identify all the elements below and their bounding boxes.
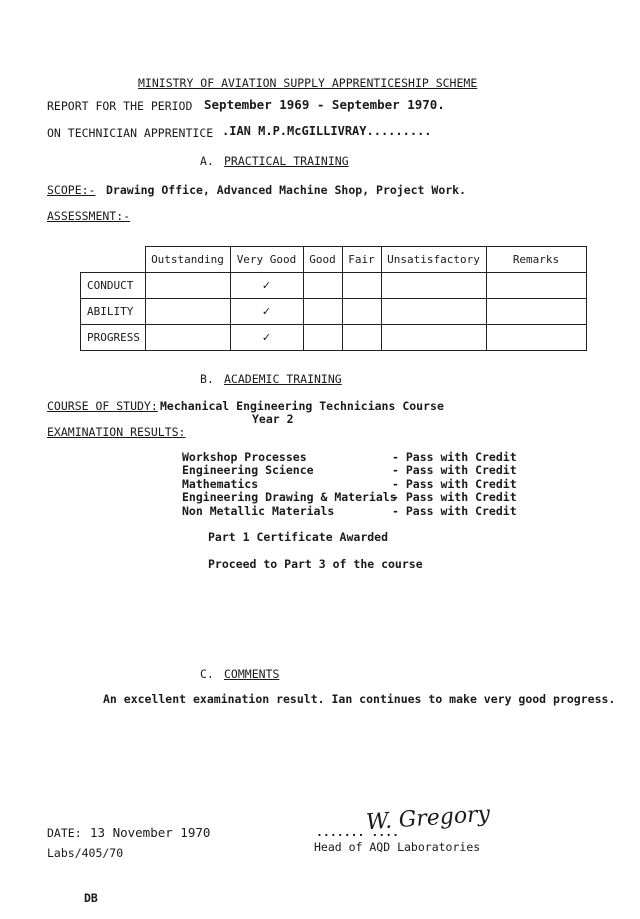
result-subject: Engineering Science	[182, 463, 314, 478]
cell-progress-good	[303, 325, 342, 351]
cell-progress-fair	[342, 325, 381, 351]
initials: DB	[84, 891, 98, 905]
cell-conduct-outstanding	[145, 273, 230, 299]
cell-conduct-fair	[342, 273, 381, 299]
certificate-awarded: Part 1 Certificate Awarded	[208, 530, 389, 544]
cell-ability-remarks	[486, 299, 586, 325]
cell-conduct-remarks	[486, 273, 586, 299]
date-value: 13 November 1970	[90, 825, 211, 840]
col-header-outstanding: Outstanding	[145, 247, 230, 273]
comment-text: An excellent examination result. Ian continues to make very good progress.	[103, 692, 616, 706]
section-b-title: ACADEMIC TRAINING	[224, 372, 342, 386]
col-header-very-good: Very Good	[230, 247, 303, 273]
apprentice-name: .IAN M.P.McGILLIVRAY.........	[222, 124, 432, 138]
proceed-note: Proceed to Part 3 of the course	[208, 557, 423, 571]
assessment-header-row	[81, 247, 587, 273]
cell-progress-unsatisfactory	[381, 325, 486, 351]
col-header-fair: Fair	[342, 247, 381, 273]
cell-progress-very-good: ✓	[230, 325, 303, 351]
scope-value: Drawing Office, Advanced Machine Shop, Project Work.	[106, 183, 467, 197]
result-grade: - Pass with Credit	[392, 476, 517, 491]
result-subject: Non Metallic Materials	[182, 503, 335, 518]
date-label: DATE:	[47, 826, 82, 840]
assessment-corner-cell	[81, 247, 146, 273]
section-c-title: COMMENTS	[224, 667, 280, 681]
assessment-row-ability	[81, 299, 587, 325]
col-header-good: Good	[303, 247, 342, 273]
handwritten-signature: W. Gregory	[365, 801, 491, 836]
cell-ability-good	[303, 299, 342, 325]
assessment-row-progress	[81, 325, 587, 351]
cell-ability-fair	[342, 299, 381, 325]
result-grade: - Pass with Credit	[392, 503, 517, 518]
row-label-progress: PROGRESS	[81, 325, 146, 351]
cell-progress-outstanding	[145, 325, 230, 351]
course-year: Year 2	[252, 412, 294, 426]
report-period-label: REPORT FOR THE PERIOD	[47, 99, 193, 113]
cell-ability-unsatisfactory	[381, 299, 486, 325]
cell-progress-remarks	[486, 325, 586, 351]
cell-conduct-very-good: ✓	[230, 273, 303, 299]
assessment-table	[80, 246, 587, 351]
assessment-label: ASSESSMENT:-	[47, 209, 131, 223]
document-heading: MINISTRY OF AVIATION SUPPLY APPRENTICESHIP SCHEME	[138, 76, 478, 90]
cell-conduct-unsatisfactory	[381, 273, 486, 299]
assessment-row-conduct	[81, 273, 587, 299]
col-header-unsatisfactory: Unsatisfactory	[381, 247, 486, 273]
section-b-number: B.	[200, 372, 214, 386]
signature-dotted-line: ....... ....	[316, 825, 400, 839]
course-value: Mechanical Engineering Technicians Course	[160, 399, 444, 413]
result-subject: Engineering Drawing & Materials	[182, 490, 397, 505]
signatory-title: Head of AQD Laboratories	[314, 840, 481, 854]
col-header-remarks: Remarks	[486, 247, 586, 273]
result-grade: - Pass with Credit	[392, 450, 517, 464]
row-label-ability: ABILITY	[81, 299, 146, 325]
section-a-number: A.	[200, 154, 214, 168]
result-subject: Workshop Processes	[182, 450, 307, 464]
apprentice-label: ON TECHNICIAN APPRENTICE	[47, 126, 214, 140]
cell-ability-very-good: ✓	[230, 299, 303, 325]
course-label: COURSE OF STUDY:	[47, 399, 158, 413]
result-subject: Mathematics	[182, 476, 259, 491]
section-a-title: PRACTICAL TRAINING	[224, 154, 349, 168]
cell-ability-outstanding	[145, 299, 230, 325]
row-label-conduct: CONDUCT	[81, 273, 146, 299]
exam-results-label: EXAMINATION RESULTS:	[47, 425, 186, 439]
result-grade: - Pass with Credit	[392, 463, 517, 478]
report-period-value: September 1969 - September 1970.	[204, 97, 445, 112]
reference-number: Labs/405/70	[47, 846, 124, 860]
result-grade: - Pass with Credit	[392, 490, 517, 505]
section-c-number: C.	[200, 667, 214, 681]
scope-label: SCOPE:-	[47, 183, 96, 197]
cell-conduct-good	[303, 273, 342, 299]
